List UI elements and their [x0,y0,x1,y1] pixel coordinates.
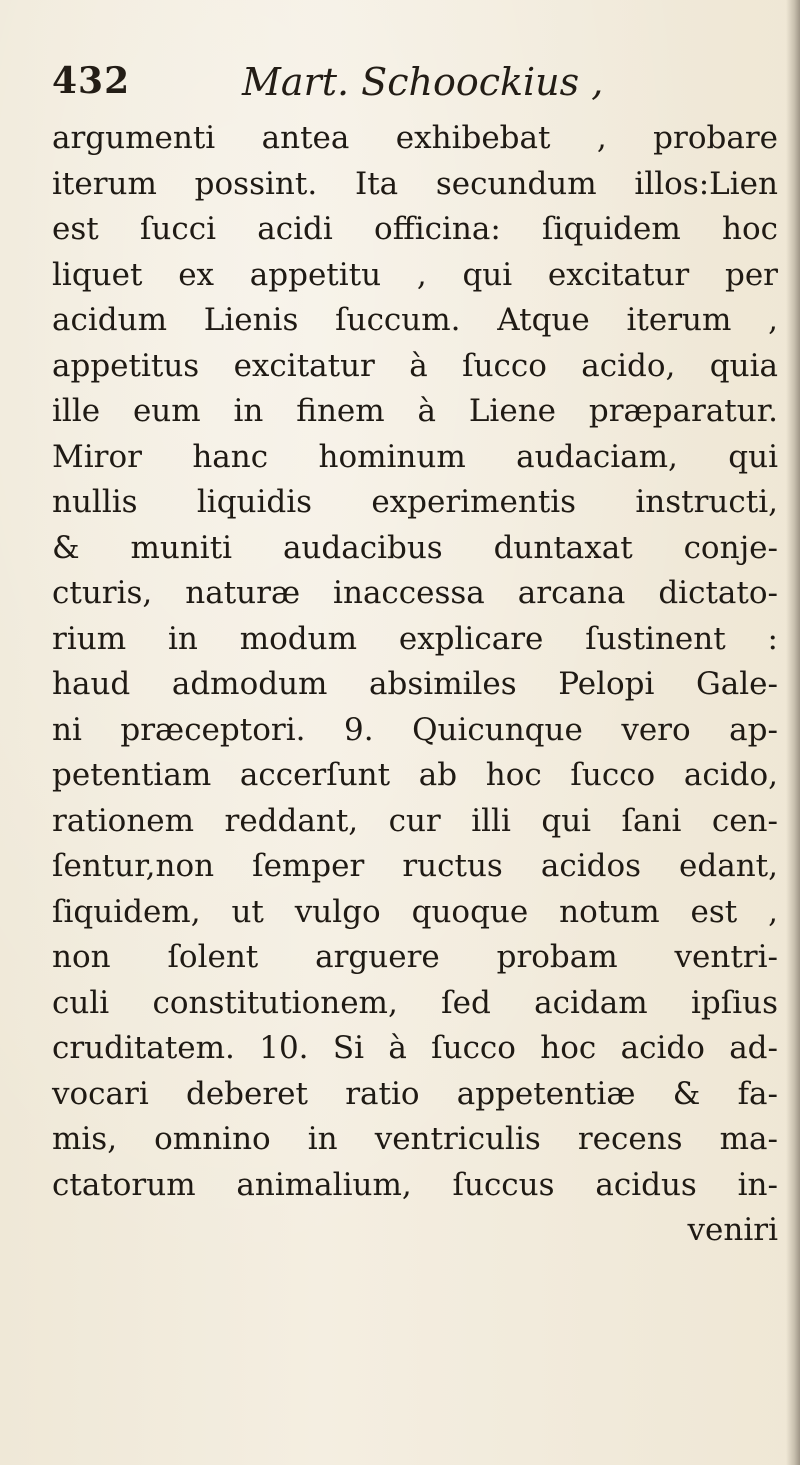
text-line: ni præceptori. 9. Quicunque vero ap- [52,711,778,748]
text-line: ſiquidem, ut vulgo quoque notum est , [52,893,778,930]
text-line: haud admodum absimiles Pelopi Gale- [52,666,778,702]
text-line: acidum Lienis ſuccum. Atque iterum , [52,302,778,338]
text-line: cruditatem. 10. Si à ſucco hoc acido ad- [52,1030,778,1066]
text-line: vocari deberet ratio appetentiæ & fa- [52,1075,778,1112]
text-line: Miror hanc hominum audaciam, qui [52,438,778,475]
text-line: & muniti audacibus duntaxat conje- [52,529,778,566]
text-line: mis, omnino in ventriculis recens ma- [52,1121,778,1157]
text-line: rationem reddant, cur illi qui ſani cen- [52,802,778,839]
text-line: ille eum in finem à Liene præparatur. [52,393,778,429]
text-line: argumenti antea exhibebat , probare [52,120,778,156]
text-line: non ſolent arguere probam ventri- [52,939,778,975]
body-text [52,116,778,1254]
text-line: ctatorum animalium, ſuccus acidus in- [52,1166,778,1203]
page-edge-shadow [786,0,800,1465]
text-line: ſentur,non ſemper ructus acidos edant, [52,848,778,884]
text-line: cturis, naturæ inaccessa arcana dictato- [52,575,778,611]
page-number: 432 [52,60,131,102]
text-line: rium in modum explicare ſustinent : [52,620,778,657]
text-line: petentiam accerſunt ab hoc ſucco acido, [52,757,778,793]
text-line: nullis liquidis experimentis instructi, [52,484,778,520]
running-title: Mart. Schoockius , [242,60,604,104]
text-line: appetitus excitatur à ſucco acido, quia [52,347,778,384]
text-line: culi constitutionem, ſed acidam ipſius [52,984,778,1021]
text-line: iterum possint. Ita secundum illos:Lien [52,165,778,202]
running-head [52,60,752,112]
text-line: liquet ex appetitu , qui excitatur per [52,256,778,293]
catchword: veniri [687,1212,778,1248]
text-line: est ſucci acidi officina: ſiquidem hoc [52,211,778,247]
